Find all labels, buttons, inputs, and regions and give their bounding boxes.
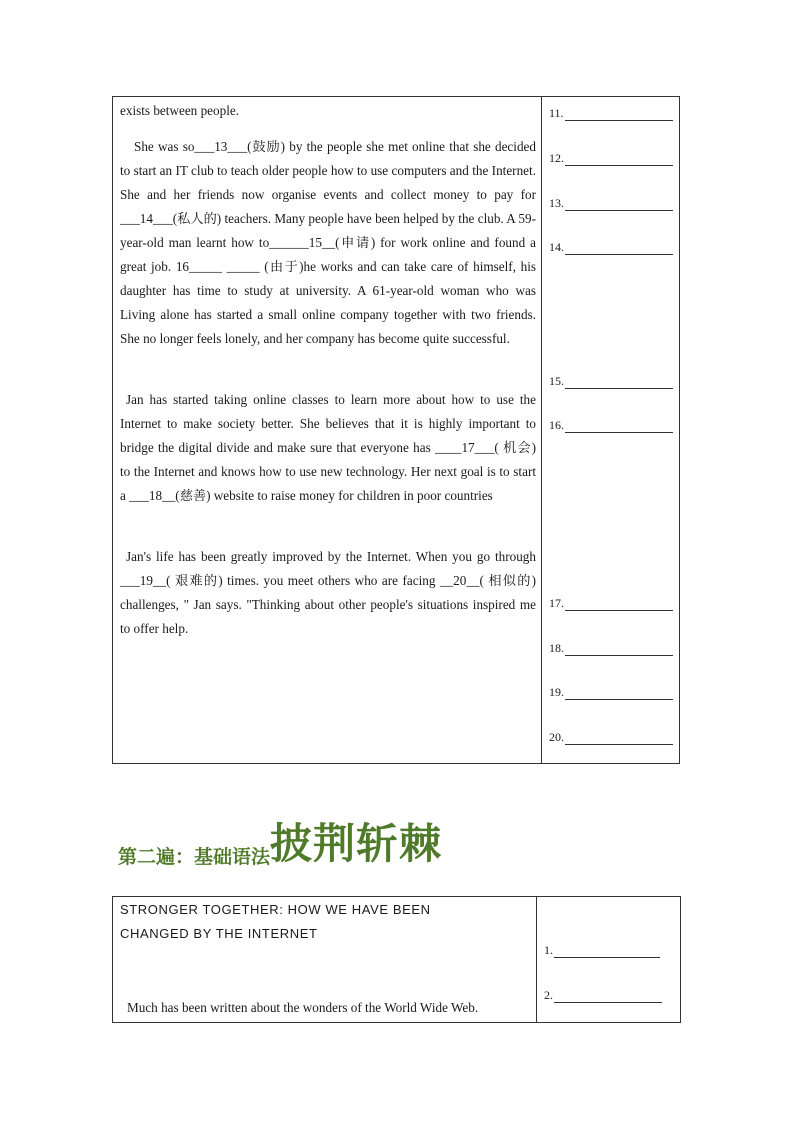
answer-line[interactable]: [565, 732, 673, 745]
answer-blank-16[interactable]: 16.: [549, 417, 673, 433]
exercise-table-1: [112, 96, 680, 764]
answer-line[interactable]: [565, 643, 673, 656]
answer-blank-17[interactable]: 17.: [549, 595, 673, 611]
answer-blank-18[interactable]: 18.: [549, 640, 673, 656]
passage-paragraph-continued: exists between people.: [120, 103, 240, 118]
section-heading-label: 第二遍：基础语法: [118, 846, 271, 868]
answer-line[interactable]: [565, 242, 673, 255]
answer-line[interactable]: [565, 420, 673, 433]
column-divider: [536, 897, 537, 1022]
answer-blank-11[interactable]: 11.: [549, 105, 673, 121]
article-title-line-2: CHANGED BY THE INTERNET: [120, 926, 318, 941]
answer-line[interactable]: [554, 990, 662, 1003]
answer-line[interactable]: [565, 598, 673, 611]
section-heading: [118, 818, 442, 870]
passage-paragraph-it-club: She was so___13___(鼓励) by the people she met online that she decided to start an IT club to teach older people how to use computers and the Internet. She and her friends now organise events and collect money to pay for ___14___(私人的) teachers. Many people have been helped by the club. A 59-year-old man learnt how to______15__(申请) for work online and found a great job. 16_____ _____ (由于)he works and can take care of himself, his daughter has time to study at university. A 61-year-old woman who was Living alone has started a small online company together with two friends. She no longer feels lonely, and her company has become quite successful.: [120, 139, 536, 346]
answer-blank-2[interactable]: 2.: [544, 987, 662, 1003]
article-title-line-1: STRONGER TOGETHER: HOW WE HAVE BEEN: [120, 902, 431, 917]
answer-blank-1[interactable]: 1.: [544, 942, 660, 958]
answer-line[interactable]: [565, 198, 673, 211]
answer-line[interactable]: [565, 687, 673, 700]
section-heading-title: 披荆斩棘: [270, 819, 443, 868]
answer-line[interactable]: [565, 376, 673, 389]
answer-blank-14[interactable]: 14.: [549, 239, 673, 255]
answer-blank-12[interactable]: 12.: [549, 150, 673, 166]
answer-line[interactable]: [565, 153, 673, 166]
exercise-table-2: [112, 896, 681, 1023]
answer-line[interactable]: [554, 945, 660, 958]
passage-paragraph-life-improved: Jan's life has been greatly improved by the Internet. When you go through ___19__( 艰难的) times. you meet others who are facing __20__( 相似的) challenges, " Jan says. "Thinking about other people's situations inspired me to offer help.: [120, 549, 536, 636]
answer-line[interactable]: [565, 108, 673, 121]
passage-paragraph-online-classes: Jan has started taking online classes to learn more about how to use the Internet to make society better. She believes that it is highly important to bridge the digital divide and make sure that everyone has ____17___( 机会) to the Internet and knows how to use new technology. Her next goal is to start a ___18__(慈善) website to raise money for children in poor countries: [120, 392, 536, 503]
answer-blank-15[interactable]: 15.: [549, 373, 673, 389]
column-divider: [541, 97, 542, 763]
answer-blank-20[interactable]: 20.: [549, 729, 673, 745]
article-first-paragraph: Much has been written about the wonders of the World Wide Web.: [127, 1000, 479, 1015]
answer-blank-19[interactable]: 19.: [549, 684, 673, 700]
answer-blank-13[interactable]: 13.: [549, 195, 673, 211]
